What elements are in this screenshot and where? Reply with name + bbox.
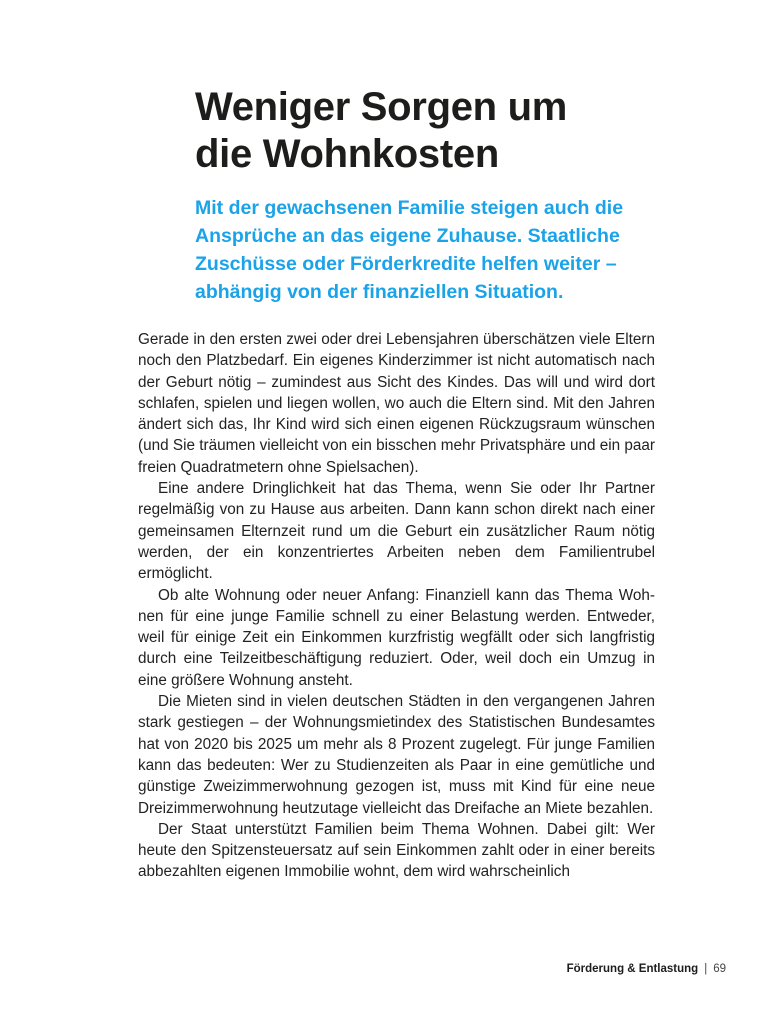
page-number: 69	[713, 963, 726, 975]
title-line-2: die Wohnkosten	[195, 132, 499, 176]
page-footer	[567, 963, 726, 975]
page-title	[195, 84, 665, 178]
paragraph-5: Der Staat unterstützt Familien beim Thema Wohnen. Dabei gilt: Wer heute den Spitzensteuersatz auf sein Einkommen zahlt oder in einer bereits abbezahlten eigenen Immobilie wohnt, dem wird wahrscheinlich	[138, 820, 655, 881]
title-line-1: Weniger Sorgen um	[195, 85, 567, 129]
paragraph-3: Ob alte Wohnung oder neuer Anfang: Finanziell kann das Thema Wohnen für eine junge Familie schnell zu einer Belastung werden. Entweder, weil für einige Zeit ein Einkommen kurzfristig wegfällt oder sich langfristig durch eine Teilzeitbeschäftigung reduziert. Oder, weil doch ein Umzug in eine größere Wohnung ansteht.	[138, 586, 655, 689]
paragraph-2: Eine andere Dringlichkeit hat das Thema, wenn Sie oder Ihr Partner regelmäßig von zu Hause aus arbeiten. Dann kann schon direkt nach einer gemeinsamen Elternzeit rund um die Geburt ein zusätzlicher Raum nötig werden, der ein konzentriertes Arbeiten neben dem Familientrubel ermöglicht.	[138, 480, 655, 583]
paragraph-1: Gerade in den ersten zwei oder drei Lebensjahren überschätzen viele Eltern noch den Platzbedarf. Ein eigenes Kinderzimmer ist nicht automatisch nach der Geburt nötig – zumindest aus Sicht des Kindes. Das will und wird dort schlafen, spielen und liegen wollen, wo auch die Eltern sind. Mit den Jahren ändert sich das, Ihr Kind wird sich einen eigenen Rückzugsraum wünschen (und Sie träumen vielleicht von ein bisschen mehr Privatsphäre und ein paar freien Quadratmetern ohne Spielsachen).	[138, 331, 655, 476]
body-text	[138, 329, 655, 883]
footer-section-title: Förderung & Entlastung	[566, 963, 699, 975]
paragraph-4: Die Mieten sind in vielen deutschen Städten in den vergangenen Jahren stark gestiegen – der Wohnungsmietindex des Statistischen Bundesamtes hat von 2020 bis 2025 um mehr als 8 Prozent zugelegt. Für junge Familien kann das bedeuten: Wer zu Studienzeiten als Paar in eine gemütliche und günstige Zweizimmerwohnung gezogen ist, muss mit Kind für eine neue Dreizimmerwohnung heutzutage vielleicht das Dreifache an Miete bezahlen.	[138, 693, 655, 817]
footer-separator: |	[704, 963, 708, 975]
lead-paragraph: Mit der gewachsenen Familie steigen auch die Ansprüche an das eigene Zuhause. Staatliche Zuschüsse oder Förderkredite helfen weiter – abhängig von der finanziellen Situation.	[195, 197, 624, 303]
